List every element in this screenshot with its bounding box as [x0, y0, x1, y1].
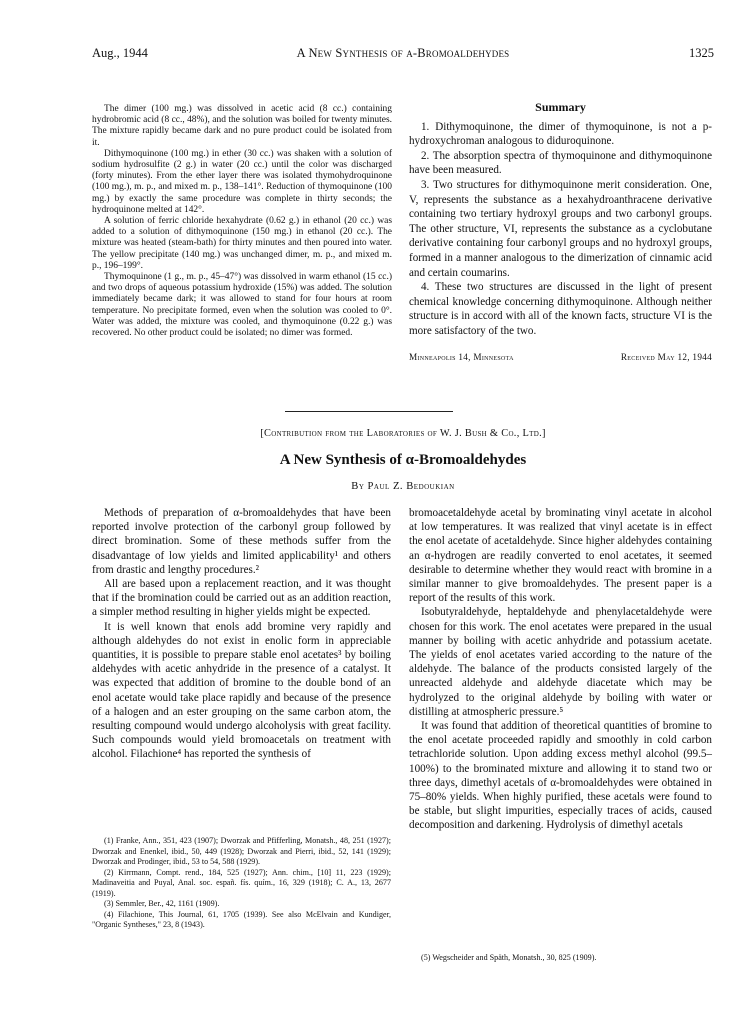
article-title: A New Synthesis of α-Bromoaldehydes — [279, 452, 527, 468]
contribution-line: [Contribution from the Laboratories of W. J. Bush & Co., Ltd.] — [260, 428, 546, 439]
paragraph: It was found that addition of theoretical quantities of bromine to the enol acetate proceeded rapidly and smoothly in cold carbon tetrachloride solution. Upon adding excess methyl alcohol (99.5–100%) to the brominated mixture and allowing it to stand two or three days, dimethyl acetals of α-bromoaldehydes were obtained in 75–80% yields. When highly purified, these acetals were found to be stable, but slight impurities, especially traces of acids, caused decomposition and darkening. Hydrolysis of dimethyl acetals — [409, 720, 712, 832]
summary-item: 3. Two structures for dithymoquinone merit consideration. One, V, represents the substance as a hexahydroanthracene derivative containing two tertiary hydroxyl groups and two carbonyl groups. The other structure, VI, represents the substance as a cyclobutane derivative containing four carbonyl groups and no hydroxyl groups, formed in a manner analogous to the dimerization of cinnamic acid and certain coumarins. — [409, 178, 712, 279]
footnote: (2) Kirrmann, Compt. rend., 184, 525 (1927); Ann. chim., [10] 11, 223 (1929); Madinaveitia and Puyal, Anal. soc. españ. fís. quím., 16, 329 (1918); C. A., 13, 2677 (1919). — [92, 867, 391, 898]
paragraph: All are based upon a replacement reaction, and it was thought that if the bromination could be carried out as an addition reaction, a simpler method resulting in higher yields might be expected. — [92, 578, 391, 619]
summary-item: 1. Dithymoquinone, the dimer of thymoquinone, is not a p-hydroxychroman analogous to diduroquinone. — [409, 120, 712, 148]
running-header — [92, 46, 714, 62]
header-date: Aug., 1944 — [92, 46, 148, 60]
summary-heading: Summary — [535, 100, 586, 114]
received-date: Received May 12, 1944 — [620, 352, 712, 362]
summary-item: 4. These two structures are discussed in the light of present chemical knowledge concerning dithymoquinone. Although neither structure is in accord with all of the known facts, structure VI is the more satisfactory of the two. — [409, 281, 712, 337]
paragraph: bromoacetaldehyde acetal by brominating vinyl acetate in alcohol at low temperatures. It was realized that vinyl acetate is in effect the enol acetate of acetaldehyde. Since higher aldehydes containing an α-hydrogen are readily converted to enol acetates, it seemed desirable to determine whether they would react with bromine in a similar manner to give bromoaldehydes. The present paper is a report of the results of this work. — [409, 507, 712, 605]
section-divider — [285, 411, 453, 412]
paragraph: It is well known that enols add bromine very rapidly and although aldehydes do not exist in enolic form in appreciable quantities, it is possible to prepare stable enol acetates³ by boiling aldehydes with acetic anhydride in the presence of a catalyst. It was expected that addition of bromine to the double bond of an enol acetate would take place rapidly and because of the presence of a halogen and an ester grouping on the same carbon atom, the resulting compound would undergo alcoholysis with great facility. Such compounds would yield bromoacetals on treatment with alcohol. Filachione⁴ has reported the synthesis of — [92, 620, 391, 761]
author-byline: By Paul Z. Bedoukian — [351, 481, 455, 492]
location: Minneapolis 14, Minnesota — [409, 352, 514, 362]
body-left-column — [92, 506, 391, 762]
paragraph: Methods of preparation of α-bromoaldehydes that have been reported involve protection of the carbonyl group followed by direct bromination. Some of these methods suffer from the disadvantage of low yields and limited applicability¹ and others from drastic and lengthy procedures.² — [92, 507, 391, 576]
page-number: 1325 — [689, 46, 714, 60]
footnote: (5) Wegscheider and Späth, Monatsh., 30, 825 (1909). — [421, 953, 597, 962]
paragraph: Dithymoquinone (100 mg.) in ether (30 cc.) was shaken with a solution of sodium hydrosulfite (2 g.) in water (20 cc.) until the color was discharged (forty minutes). From the ether layer there was isolated thymohydroquinone (100 mg.), m. p., and mixed m. p., 138–141°. Reduction of thymoquinone (100 mg.) by exactly the same procedure was complete in thirty seconds; the hydroquinone melted at 142°. — [92, 148, 392, 215]
paragraph: A solution of ferric chloride hexahydrate (0.62 g.) in ethanol (20 cc.) was added to a solution of dithymoquinone (150 mg.) in ethanol (20 cc.). The mixture was heated (steam-bath) for thirty minutes and then poured into water. The yellow precipitate (140 mg.) was unchanged dimer, m. p., and mixed m. p., 196–199°. — [92, 216, 392, 271]
header-title: A New Synthesis of α-Bromoaldehydes — [296, 46, 510, 60]
footnotes-right — [409, 953, 712, 964]
footnote: (3) Semmler, Ber., 42, 1161 (1909). — [104, 899, 220, 908]
footnote: (1) Franke, Ann., 351, 423 (1907); Dworzak and Pfifferling, Monatsh., 48, 251 (1927); Dworzak and Enenkel, ibid., 50, 449 (1928); Dworzak and Pierri, ibid., 52, 141 (1929); Dworzak and Prodinger, ibid., 53 to 54, 588 (1929). — [92, 836, 391, 866]
summary-item: 2. The absorption spectra of thymoquinone and dithymoquinone have been measured. — [409, 149, 712, 177]
footnote: (4) Filachione, This Journal, 61, 1705 (1939). See also McElvain and Kundiger, "Organic Syntheses," 23, 8 (1943). — [92, 909, 391, 929]
paragraph: The dimer (100 mg.) was dissolved in acetic acid (8 cc.) containing hydrobromic acid (8 cc., 48%), and the solution was boiled for twenty minutes. The mixture rapidly became dark and no pure product could be isolated from it. — [92, 104, 392, 148]
body-right-column — [409, 506, 712, 833]
experimental-continuation — [92, 104, 392, 339]
paragraph: Thymoquinone (1 g., m. p., 45–47°) was dissolved in warm ethanol (15 cc.) and two drops of aqueous potassium hydroxide (15%) was added. The solution immediately became dark; it was allowed to stand for four hours at room temperature. No precipitate formed, even when the solution was cooled to 0°. Water was added, the mixture was cooled, and thymoquinone (0.22 g.) was recovered. No other product could be isolated; no dimer was formed. — [92, 272, 392, 339]
paragraph: Isobutyraldehyde, heptaldehyde and phenylacetaldehyde were chosen for this work. The enol acetates were prepared in the usual manner by boiling with acetic anhydride and potassium acetate. The yields of enol acetates varied according to the nature of the aldehyde. The balance of the products consisted largely of the unreacted aldehyde and aldehyde diacetate which may be hydrolyzed to the original aldehyde by boiling with water or distilling at atmospheric pressure.⁵ — [409, 606, 712, 718]
footnotes-left — [92, 836, 391, 931]
summary-section — [409, 100, 712, 339]
